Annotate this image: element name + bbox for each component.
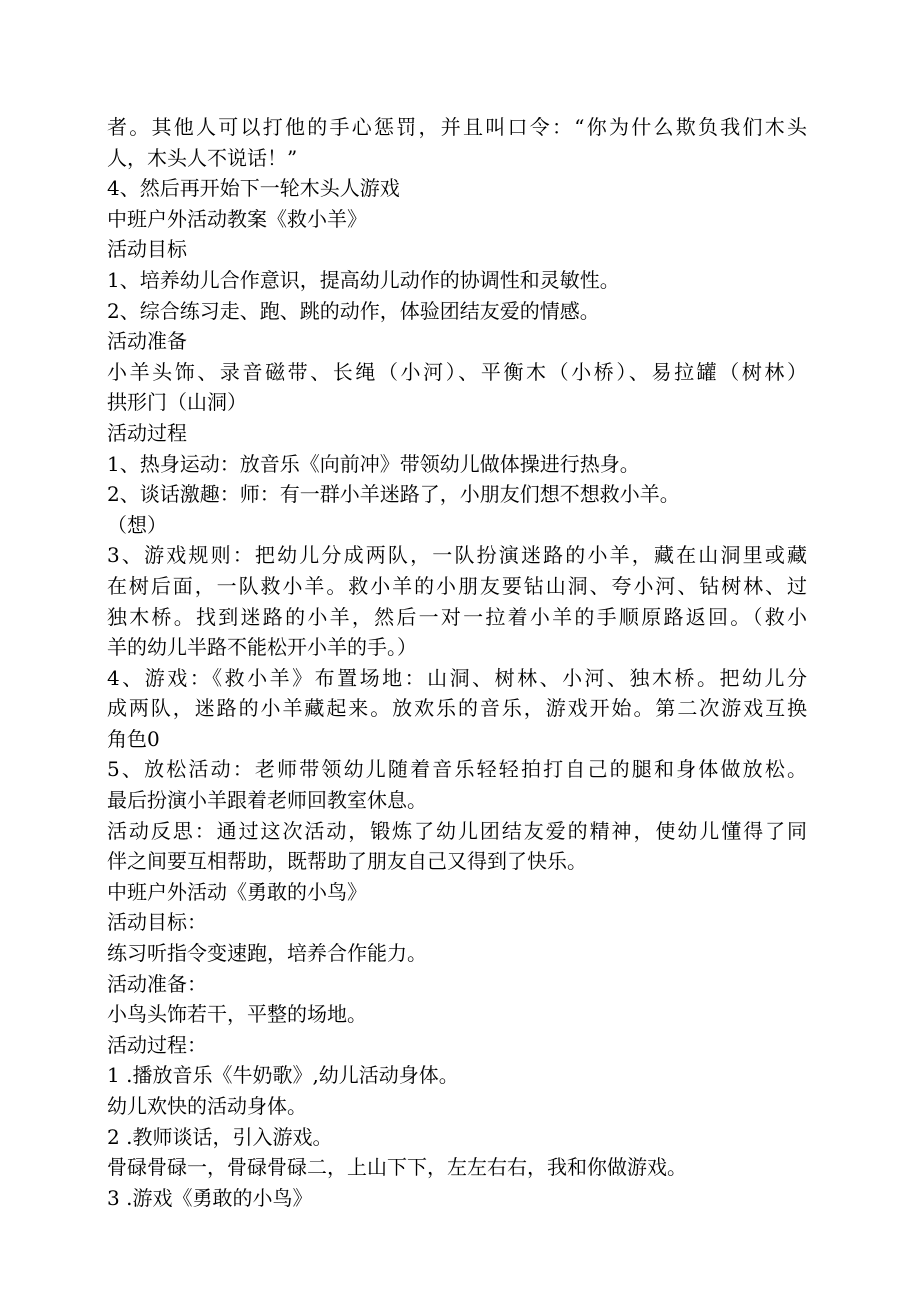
text-line: 者。其他人可以打他的手心惩罚，并且叫口令：“你为什么欺负我们木头: [107, 115, 807, 139]
text-line: 1、培养幼儿合作意识，提高幼儿动作的协调性和灵敏性。: [107, 267, 620, 292]
text-line: 3 .游戏《勇敢的小鸟》: [107, 1185, 313, 1210]
text-line: 角色0: [107, 726, 160, 751]
text-line: 人，木头人不说话！”: [107, 145, 298, 170]
text-line: 3、游戏规则：把幼儿分成两队，一队扮演迷路的小羊，藏在山洞里或藏: [107, 543, 807, 568]
subheading: 活动过程: [107, 420, 187, 445]
text-line: 4、然后再开始下一轮木头人游戏: [107, 176, 400, 201]
text-line: 活动反思：通过这次活动，锻炼了幼儿团结友爱的精神，使幼儿懂得了同: [107, 818, 807, 843]
section-title: 中班户外活动教案《救小羊》: [107, 206, 367, 231]
text-line: 幼儿欢快的活动身体。: [107, 1094, 307, 1118]
section-title: 中班户外活动《勇敢的小鸟》: [107, 879, 367, 904]
text-line: 4、游戏：《救小羊》布置场地：山洞、树林、小河、独木桥。把幼儿分: [107, 665, 807, 690]
text-line: 最后扮演小羊跟着老师回教室休息。: [107, 788, 427, 813]
text-line: 2、综合练习走、跑、跳的动作，体验团结友爱的情感。: [107, 298, 600, 323]
text-line: 羊的幼儿半路不能松开小羊的手。）: [107, 635, 417, 660]
text-line: 2 .教师谈话，引入游戏。: [107, 1124, 333, 1149]
text-line: 1 .播放音乐《牛奶歌》,幼儿活动身体。: [107, 1063, 459, 1088]
text-line: （想）: [107, 512, 167, 537]
subheading: 活动目标: [107, 237, 187, 262]
text-line: 小羊头饰、录音磁带、长绳（小河）、平衡木（小桥）、易拉罐（树林）: [107, 359, 807, 384]
text-line: 骨碌骨碌一，骨碌骨碌二，上山下下，左左右右，我和你做游戏。: [107, 1155, 687, 1180]
text-line: 拱形门（山洞）: [107, 390, 247, 415]
text-line: 1、热身运动：放音乐《向前冲》带领幼儿做体操进行热身。: [107, 451, 640, 476]
text-line: 5、放松活动：老师带领幼儿随着音乐轻轻拍打自己的腿和身体做放松。: [107, 757, 807, 782]
subheading: 活动准备: [107, 329, 187, 354]
text-line: 独木桥。找到迷路的小羊，然后一对一拉着小羊的手顺原路返回。（救小: [107, 604, 807, 629]
text-line: 成两队，迷路的小羊藏起来。放欢乐的音乐，游戏开始。第二次游戏互换: [107, 696, 807, 721]
text-line: 2、谈话激趣：师：有一群小羊迷路了，小朋友们想不想救小羊。: [107, 482, 680, 507]
subheading: 活动准备：: [107, 971, 207, 996]
document-body: [107, 112, 807, 1213]
text-line: 伴之间要互相帮助，既帮助了朋友自己又得到了快乐。: [107, 849, 587, 874]
subheading: 活动过程：: [107, 1032, 207, 1057]
text-line: 练习听指令变速跑，培养合作能力。: [107, 941, 427, 966]
text-line: 小鸟头饰若干，平整的场地。: [107, 1002, 367, 1027]
subheading: 活动目标：: [107, 910, 207, 935]
text-line: 在树后面，一队救小羊。救小羊的小朋友要钻山洞、夸小河、钻树林、过: [107, 573, 807, 598]
